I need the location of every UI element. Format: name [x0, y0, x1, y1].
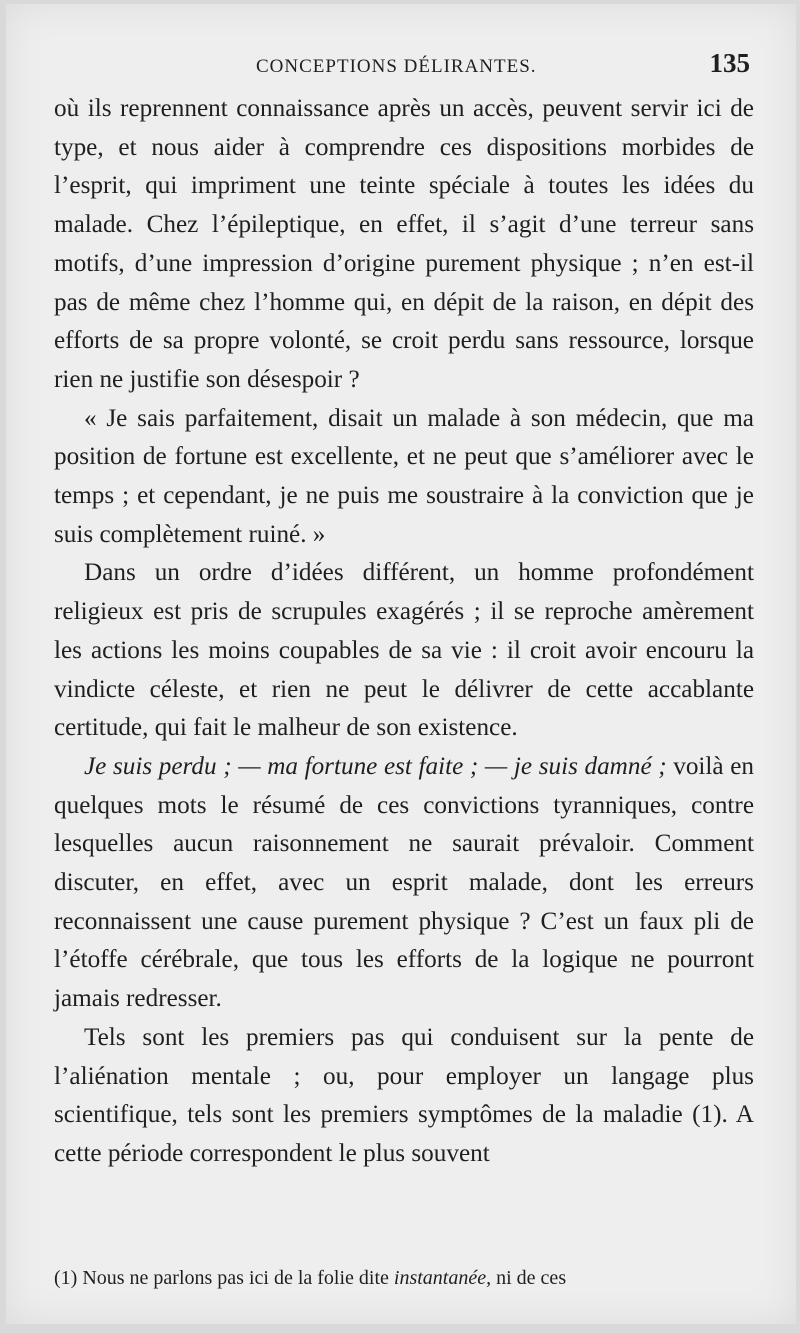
paragraph-2: « Je sais parfaitement, disait un malade à son médecin, que ma position de fortune est excellente, et ne peut que s’améliorer avec le temps ; et cependant, je ne puis me soustraire à la conviction que je suis complètement ruiné. » [54, 404, 754, 548]
footnote-text-start: (1) Nous ne parlons pas ici de la folie dite [54, 1267, 394, 1289]
paragraph-3: Dans un ordre d’idées différent, un homme profondément religieux est pris de scrupules exagérés ; il se reproche amèrement les actions les moins coupables de sa vie : il croit avoir encouru la vindicte céleste, et rien ne peut le délivrer de cette accablante certitude, qui fait le malheur de son existence. [54, 559, 754, 742]
paragraph-5: Tels sont les premiers pas qui conduisent sur la pente de l’aliénation mentale ; ou, pour employer un langage plus scientifique, tels sont les premiers symptômes de la maladie (1). A cette période correspondent le plus souvent [54, 1023, 754, 1167]
running-title: CONCEPTIONS DÉLIRANTES. [256, 56, 537, 77]
footnote-text-end: ni de ces [491, 1267, 567, 1289]
paragraph-4 [54, 748, 754, 1019]
paragraph-4-text: voilà en quelques mots le résumé de ces convictions tyranniques, contre lesquelles aucun raisonnement ne saurait prévaloir. Comment discuter, en effet, avec un esprit malade, dont les erreurs reconnaissent une cause purement physique ? C’est un faux pli de l’étoffe cérébrale, que tous les efforts de la logique ne pourront jamais redresser. [54, 752, 754, 1013]
book-page [6, 4, 796, 1324]
paragraph-1: où ils reprennent connaissance après un accès, peuvent servir ici de type, et nous aider à comprendre ces dispositions morbides de l’esprit, qui impriment une teinte spéciale à toutes les idées du malade. Chez l’épileptique, en effet, il s’agit d’une terreur sans motifs, d’une impression d’origine purement physique ; n’en est-il pas de même chez l’homme qui, en dépit de la raison, en dépit des efforts de sa propre volonté, se croit perdu sans ressource, lorsque rien ne justifie son désespoir ? [54, 95, 754, 393]
page-header [56, 48, 756, 84]
body-text [54, 90, 754, 1174]
italic-quote: Je suis perdu ; — ma fortune est faite ; — je suis damné ; [84, 752, 667, 780]
footnote-italic: instantanée, [393, 1267, 492, 1289]
page-number: 135 [709, 48, 750, 78]
footnote [54, 1264, 754, 1292]
